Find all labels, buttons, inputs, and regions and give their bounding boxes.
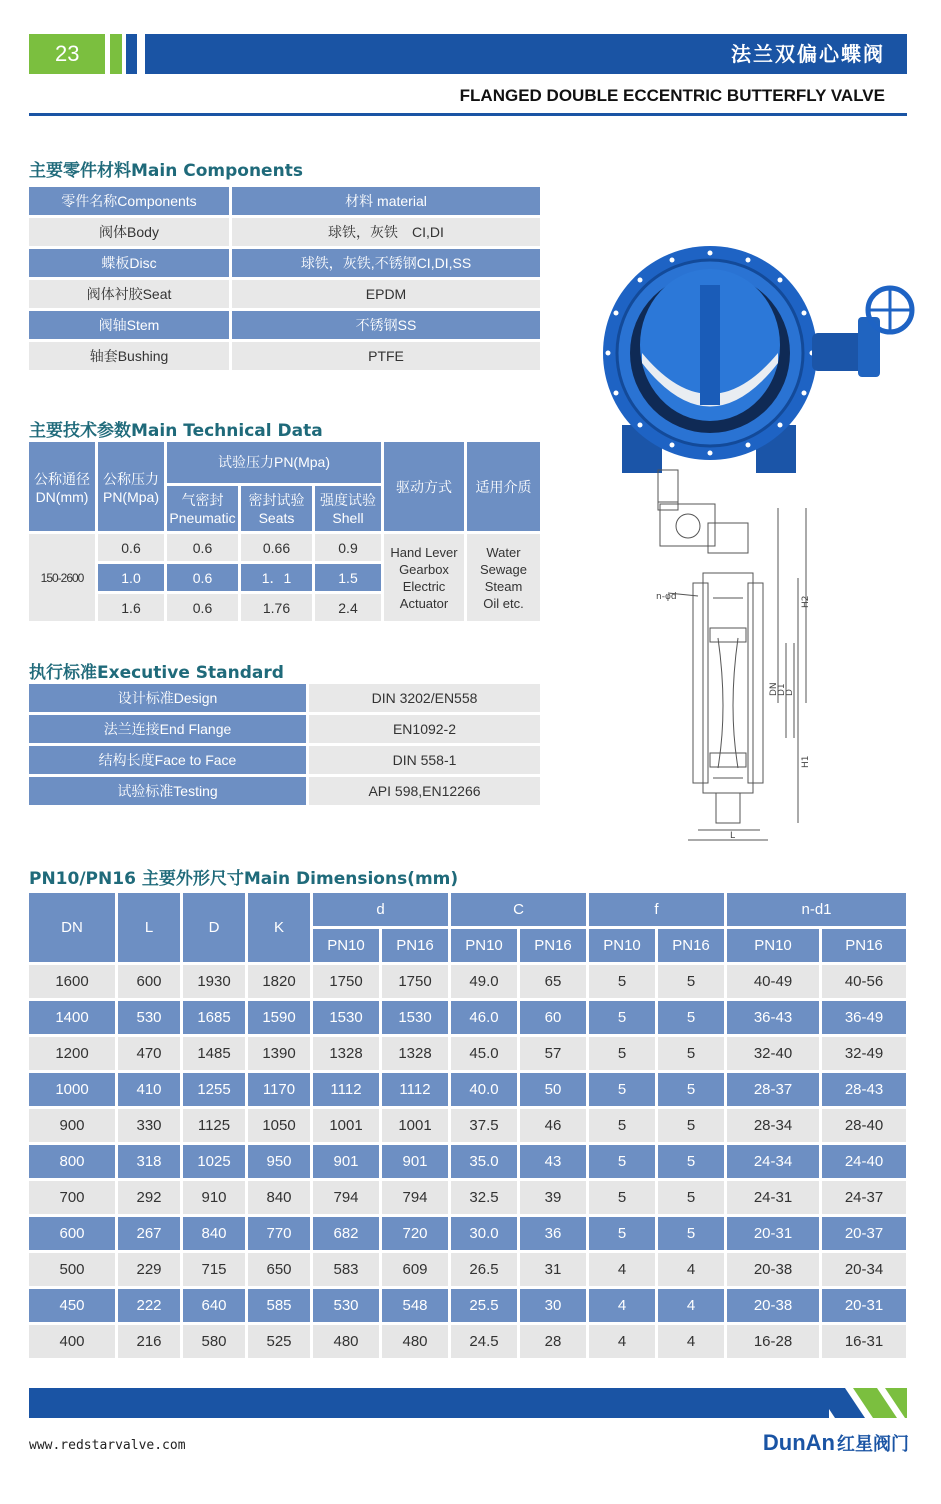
label-nd: n-φd [656,592,677,602]
tech-cell: 1.0 [98,564,164,591]
dim-cell: 32-49 [822,1037,906,1070]
dim-cell: 715 [183,1253,245,1286]
dim-cell: 1750 [382,965,448,998]
dim-cell: 530 [118,1001,180,1034]
dim-cell: 292 [118,1181,180,1214]
dim-cell: 35.0 [451,1145,517,1178]
dim-cell: 36-49 [822,1001,906,1034]
dim-cell: 840 [183,1217,245,1250]
dim-cell: 65 [520,965,586,998]
label-dn: DN [769,682,779,696]
dim-cell: 1685 [183,1001,245,1034]
dim-cell: 1255 [183,1073,245,1106]
table-row [29,1001,906,1034]
dim-cell: 32.5 [451,1181,517,1214]
dim-cell: 682 [313,1217,379,1250]
dim-header-l: L [118,893,180,962]
dim-cell: 40-49 [727,965,819,998]
dim-subheader: PN10 [451,929,517,962]
dim-cell: 800 [29,1145,115,1178]
dim-cell: 1025 [183,1145,245,1178]
dim-cell: 45.0 [451,1037,517,1070]
standard-value: API 598,EN12266 [309,777,540,805]
dim-cell: 36 [520,1217,586,1250]
dim-cell: 1400 [29,1001,115,1034]
dim-cell: 1200 [29,1037,115,1070]
tech-media-item: Sewage [480,561,527,577]
dim-cell: 600 [29,1217,115,1250]
dim-cell: 1170 [248,1073,310,1106]
component-name: 蝶板Disc [29,249,229,277]
header-blue-stripe [126,34,137,74]
dim-subheader: PN16 [520,929,586,962]
dim-cell: 4 [589,1289,655,1322]
dim-header-c: C [451,893,586,926]
component-material: 球铁，灰铁 CI,DI [232,218,540,246]
dim-cell: 229 [118,1253,180,1286]
dim-cell: 5 [589,1145,655,1178]
dim-cell: 600 [118,965,180,998]
dim-cell: 1530 [382,1001,448,1034]
dim-cell: 900 [29,1109,115,1142]
dim-cell: 1600 [29,965,115,998]
footer-brand-en: DunAn [762,1430,835,1455]
table-row [29,1325,906,1358]
dim-cell: 585 [248,1289,310,1322]
component-name: 阀轴Stem [29,311,229,339]
table-row [29,1181,906,1214]
standard-value: DIN 558-1 [309,746,540,774]
dim-cell: 28-34 [727,1109,819,1142]
dim-cell: 480 [382,1325,448,1358]
dim-cell: 1930 [183,965,245,998]
dim-cell: 16-28 [727,1325,819,1358]
tech-header-media: 适用介质 [467,442,540,531]
dim-subheader: PN10 [313,929,379,962]
dim-cell: 20-38 [727,1253,819,1286]
dim-cell: 1001 [382,1109,448,1142]
table-row [29,1289,906,1322]
dim-cell: 49.0 [451,965,517,998]
dim-cell: 16-31 [822,1325,906,1358]
dim-cell: 222 [118,1289,180,1322]
tech-cell: 0.66 [241,534,312,561]
standard-name: 法兰连接End Flange [29,715,306,743]
components-table [26,184,543,373]
dim-cell: 840 [248,1181,310,1214]
table-row [29,1037,906,1070]
footer-brand [763,1430,909,1456]
table-row [29,1073,906,1106]
tech-drive [384,534,464,621]
dim-cell: 794 [382,1181,448,1214]
label-d: D [785,689,795,696]
dim-cell: 36-43 [727,1001,819,1034]
dim-cell: 4 [589,1325,655,1358]
dim-cell: 640 [183,1289,245,1322]
dim-cell: 1485 [183,1037,245,1070]
components-header-name: 零件名称Components [29,187,229,215]
component-material: 球铁，灰铁,不锈钢CI,DI,SS [232,249,540,277]
dim-cell: 4 [658,1325,724,1358]
standard-name: 试验标准Testing [29,777,306,805]
standard-table [26,681,543,808]
dim-cell: 410 [118,1073,180,1106]
dim-cell: 28 [520,1325,586,1358]
dim-cell: 318 [118,1145,180,1178]
dim-cell: 400 [29,1325,115,1358]
dim-cell: 5 [658,965,724,998]
tech-header-pn: 公称压力PN(Mpa) [98,442,164,531]
dimensions-table [26,890,909,1361]
dim-cell: 1590 [248,1001,310,1034]
dim-cell: 5 [589,1109,655,1142]
dim-cell: 1750 [313,965,379,998]
dim-cell: 216 [118,1325,180,1358]
label-d1: D1 [777,683,787,696]
tech-cell: 1.5 [315,564,381,591]
component-material: PTFE [232,342,540,370]
tech-cell: 1．1 [241,564,312,591]
dim-cell: 950 [248,1145,310,1178]
dim-cell: 5 [658,1181,724,1214]
dim-cell: 26.5 [451,1253,517,1286]
dim-cell: 28-43 [822,1073,906,1106]
footer-brand-cn: 红星阀门 [837,1434,909,1454]
dim-cell: 4 [589,1253,655,1286]
dim-cell: 700 [29,1181,115,1214]
dim-cell: 794 [313,1181,379,1214]
dim-cell: 5 [589,1037,655,1070]
dim-cell: 46.0 [451,1001,517,1034]
label-h2: H2 [801,595,811,608]
components-header-material: 材料 material [232,187,540,215]
tech-header-drive: 驱动方式 [384,442,464,531]
dim-cell: 31 [520,1253,586,1286]
technical-drawing [648,468,818,848]
dim-cell: 450 [29,1289,115,1322]
dim-cell: 25.5 [451,1289,517,1322]
dim-cell: 5 [658,1145,724,1178]
dim-cell: 28-40 [822,1109,906,1142]
dim-cell: 1001 [313,1109,379,1142]
components-title: 主要零件材料Main Components [29,161,303,181]
dim-cell: 583 [313,1253,379,1286]
table-row [29,1145,906,1178]
technical-table [26,439,543,624]
dim-subheader: PN10 [727,929,819,962]
dim-cell: 5 [589,1181,655,1214]
tech-media [467,534,540,621]
tech-header-test: 试验压力PN(Mpa) [167,442,381,483]
dim-cell: 580 [183,1325,245,1358]
tech-header-pneumatic: 气密封Pneumatic [167,486,238,531]
table-row [29,1217,906,1250]
tech-media-item: Oil etc. [483,595,524,611]
dim-cell: 37.5 [451,1109,517,1142]
dim-header-d: D [183,893,245,962]
dim-cell: 24-40 [822,1145,906,1178]
dim-cell: 5 [589,965,655,998]
tech-header-seats: 密封试验Seats [241,486,312,531]
component-name: 轴套Bushing [29,342,229,370]
dim-cell: 1112 [313,1073,379,1106]
dim-cell: 40.0 [451,1073,517,1106]
tech-header-dn: 公称通径DN(mm) [29,442,95,531]
dim-cell: 525 [248,1325,310,1358]
tech-media-item: Water [486,544,521,560]
footer-stripes [815,1388,910,1418]
dim-cell: 609 [382,1253,448,1286]
dim-cell: 5 [658,1001,724,1034]
dim-cell: 5 [589,1217,655,1250]
header-divider [29,113,907,116]
dim-header-dn: DN [29,893,115,962]
dim-cell: 24-37 [822,1181,906,1214]
dim-cell: 650 [248,1253,310,1286]
valve-photo [600,245,915,475]
dim-cell: 330 [118,1109,180,1142]
tech-cell: 1.6 [98,594,164,621]
dim-cell: 1125 [183,1109,245,1142]
tech-cell: 2.4 [315,594,381,621]
tech-drive-item: Gearbox [399,561,449,577]
dim-cell: 20-38 [727,1289,819,1322]
dim-cell: 480 [313,1325,379,1358]
tech-drive-item: Actuator [399,595,449,611]
dim-cell: 267 [118,1217,180,1250]
header-title-cn: 法兰双偏心蝶阀 [145,34,907,74]
dim-cell: 20-31 [822,1289,906,1322]
table-row [29,1109,906,1142]
dim-cell: 1820 [248,965,310,998]
standard-name: 结构长度Face to Face [29,746,306,774]
dim-header-d-small: d [313,893,448,926]
dim-cell: 57 [520,1037,586,1070]
dim-cell: 1050 [248,1109,310,1142]
dim-cell: 50 [520,1073,586,1106]
standard-name: 设计标准Design [29,684,306,712]
dim-cell: 530 [313,1289,379,1322]
dim-cell: 1390 [248,1037,310,1070]
table-row [29,1253,906,1286]
tech-cell: 0.6 [167,594,238,621]
component-material: EPDM [232,280,540,308]
standard-value: EN1092-2 [309,715,540,743]
dim-cell: 24-34 [727,1145,819,1178]
dim-cell: 470 [118,1037,180,1070]
dim-cell: 5 [658,1037,724,1070]
dim-cell: 30.0 [451,1217,517,1250]
tech-cell: 0.9 [315,534,381,561]
tech-cell: 1.76 [241,594,312,621]
header-title-en: FLANGED DOUBLE ECCENTRIC BUTTERFLY VALVE [459,86,885,105]
dim-cell: 30 [520,1289,586,1322]
tech-cell: 0.6 [98,534,164,561]
tech-cell: 0.6 [167,534,238,561]
dim-cell: 20-31 [727,1217,819,1250]
component-material: 不锈钢SS [232,311,540,339]
dim-cell: 5 [589,1073,655,1106]
dim-cell: 24-31 [727,1181,819,1214]
dim-header-f: f [589,893,724,926]
dim-cell: 60 [520,1001,586,1034]
dim-cell: 20-34 [822,1253,906,1286]
dim-cell: 24.5 [451,1325,517,1358]
dim-cell: 1328 [382,1037,448,1070]
dim-cell: 1112 [382,1073,448,1106]
footer-bar [29,1388,829,1418]
dim-cell: 1530 [313,1001,379,1034]
component-name: 阀体Body [29,218,229,246]
dimensions-title: PN10/PN16 主要外形尺寸Main Dimensions(mm) [29,869,459,889]
dim-subheader: PN16 [822,929,906,962]
label-h1: H1 [801,755,811,768]
technical-title: 主要技术参数Main Technical Data [29,421,323,441]
standard-value: DIN 3202/EN558 [309,684,540,712]
dim-cell: 1328 [313,1037,379,1070]
tech-header-shell: 强度试验Shell [315,486,381,531]
footer-url[interactable]: www.redstarvalve.com [29,1438,186,1453]
dim-cell: 40-56 [822,965,906,998]
dim-cell: 548 [382,1289,448,1322]
dim-cell: 910 [183,1181,245,1214]
tech-drive-item: Hand Lever [390,544,458,560]
standard-title: 执行标准Executive Standard [29,663,284,683]
dim-cell: 5 [589,1001,655,1034]
dim-cell: 4 [658,1253,724,1286]
label-l: L [730,831,736,841]
dim-cell: 500 [29,1253,115,1286]
dim-subheader: PN16 [658,929,724,962]
dim-cell: 39 [520,1181,586,1214]
dim-header-nd1: n-d1 [727,893,906,926]
dim-cell: 4 [658,1289,724,1322]
dim-subheader: PN10 [589,929,655,962]
dim-cell: 5 [658,1109,724,1142]
tech-cell: 0.6 [167,564,238,591]
dim-cell: 5 [658,1073,724,1106]
tech-media-item: Steam [484,578,523,594]
header-green-stripe [110,34,122,74]
tech-dn-range: 150-2600 [29,534,95,621]
dim-cell: 720 [382,1217,448,1250]
dim-cell: 20-37 [822,1217,906,1250]
table-row [29,965,906,998]
dim-cell: 28-37 [727,1073,819,1106]
dim-cell: 5 [658,1217,724,1250]
dim-subheader: PN16 [382,929,448,962]
dim-cell: 43 [520,1145,586,1178]
dim-cell: 901 [313,1145,379,1178]
tech-drive-item: Electric [402,578,446,594]
page-number: 23 [29,34,105,74]
dim-cell: 32-40 [727,1037,819,1070]
dim-cell: 1000 [29,1073,115,1106]
dim-header-k: K [248,893,310,962]
dim-cell: 770 [248,1217,310,1250]
component-name: 阀体衬胶Seat [29,280,229,308]
dim-cell: 901 [382,1145,448,1178]
dim-cell: 46 [520,1109,586,1142]
